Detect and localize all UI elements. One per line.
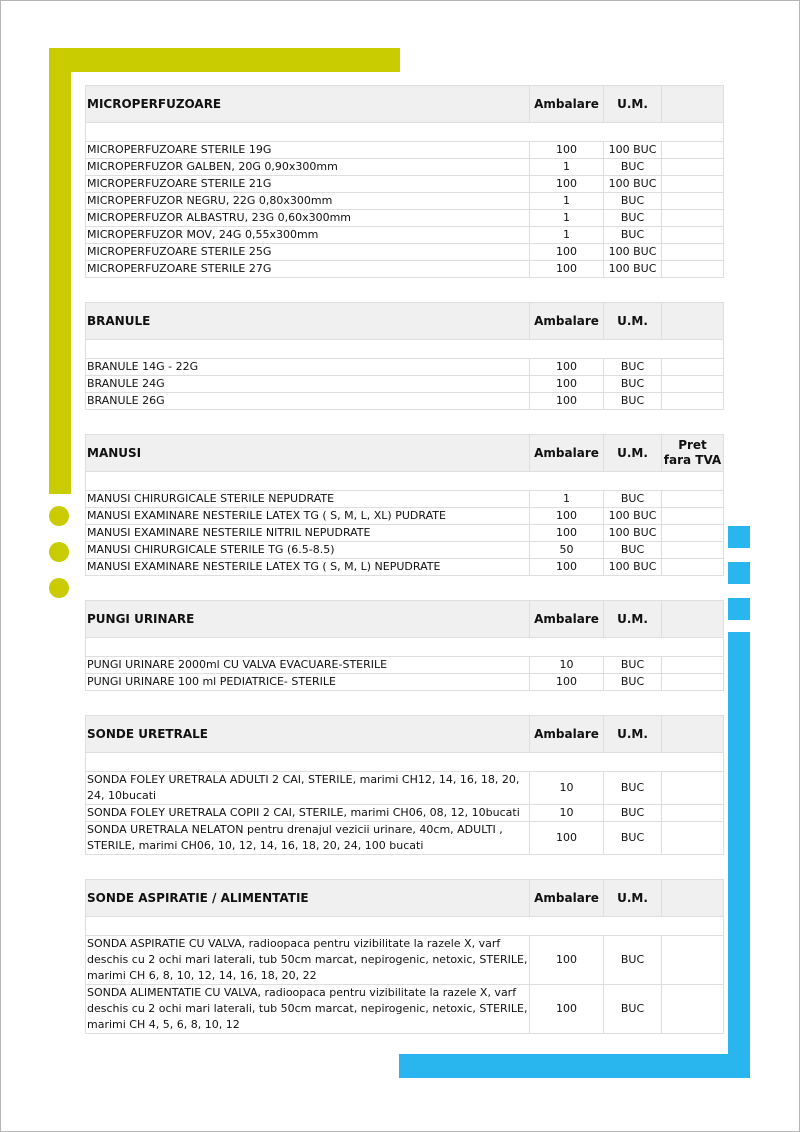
section-header-row [86, 880, 724, 917]
product-name: PUNGI URINARE 100 ml PEDIATRICE- STERILE [86, 674, 530, 691]
table-row [86, 376, 724, 393]
pret-value [662, 936, 724, 985]
table-row [86, 772, 724, 805]
column-pret-header [662, 601, 724, 638]
pret-value [662, 542, 724, 559]
ambalare-value: 1 [530, 159, 604, 176]
table-row [86, 393, 724, 410]
table-row [86, 176, 724, 193]
section-table [85, 879, 724, 1034]
blue-square-1 [728, 526, 750, 548]
column-pret-header [662, 86, 724, 123]
pret-value [662, 376, 724, 393]
column-ambalare-header: Ambalare [530, 303, 604, 340]
column-ambalare-header: Ambalare [530, 716, 604, 753]
um-value: BUC [604, 657, 662, 674]
product-name: PUNGI URINARE 2000ml CU VALVA EVACUARE-STERILE [86, 657, 530, 674]
product-name: BRANULE 24G [86, 376, 530, 393]
ambalare-value: 1 [530, 227, 604, 244]
table-row [86, 227, 724, 244]
table-row [86, 193, 724, 210]
ambalare-value: 1 [530, 210, 604, 227]
column-um-header: U.M. [604, 435, 662, 472]
section-header-row [86, 435, 724, 472]
um-value: 100 BUC [604, 559, 662, 576]
ambalare-value: 100 [530, 393, 604, 410]
um-value: 100 BUC [604, 508, 662, 525]
section-title: MICROPERFUZOARE [86, 86, 530, 123]
ambalare-value: 100 [530, 142, 604, 159]
product-name: SONDA FOLEY URETRALA COPII 2 CAI, STERILE, marimi CH06, 08, 12, 10bucati [86, 805, 530, 822]
table-row [86, 674, 724, 691]
table-row [86, 359, 724, 376]
pret-value [662, 559, 724, 576]
table-row [86, 657, 724, 674]
ambalare-value: 100 [530, 244, 604, 261]
section-table [85, 600, 724, 691]
product-name: BRANULE 26G [86, 393, 530, 410]
table-row [86, 542, 724, 559]
um-value: BUC [604, 772, 662, 805]
section-table [85, 302, 724, 410]
spacer-cell [86, 123, 724, 142]
yellow-frame-left [49, 48, 71, 494]
pret-value [662, 674, 724, 691]
blue-square-3 [728, 598, 750, 620]
spacer-cell [86, 753, 724, 772]
column-pret-header [662, 880, 724, 917]
column-ambalare-header: Ambalare [530, 86, 604, 123]
table-row [86, 559, 724, 576]
section-header-row [86, 601, 724, 638]
section-table [85, 85, 724, 278]
um-value: BUC [604, 159, 662, 176]
ambalare-value: 100 [530, 559, 604, 576]
ambalare-value: 10 [530, 772, 604, 805]
ambalare-value: 100 [530, 936, 604, 985]
ambalare-value: 1 [530, 193, 604, 210]
pret-value [662, 657, 724, 674]
pret-value [662, 805, 724, 822]
ambalare-value: 50 [530, 542, 604, 559]
product-name: MICROPERFUZOARE STERILE 27G [86, 261, 530, 278]
table-row [86, 936, 724, 985]
um-value: BUC [604, 359, 662, 376]
pret-value [662, 159, 724, 176]
pret-value [662, 227, 724, 244]
product-name: SONDA ALIMENTATIE CU VALVA, radioopaca pentru vizibilitate la razele X, varf deschis cu 2 ochi mari laterali, tub 50cm marcat, nepirogenic, netoxic, STERILE, marimi CH 4, 5, 6, 8, 10, 12 [86, 985, 530, 1034]
pret-value [662, 359, 724, 376]
pret-value [662, 393, 724, 410]
pret-value [662, 210, 724, 227]
column-pret-header: Pret fara TVA [662, 435, 724, 472]
table-row [86, 142, 724, 159]
section-title: SONDE URETRALE [86, 716, 530, 753]
table-row [86, 985, 724, 1034]
column-ambalare-header: Ambalare [530, 435, 604, 472]
product-name: SONDA URETRALA NELATON pentru drenajul vezicii urinare, 40cm, ADULTI , STERILE, marimi CH06, 10, 12, 14, 16, 18, 20, 24, 100 bucati [86, 822, 530, 855]
product-name: MANUSI CHIRURGICALE STERILE NEPUDRATE [86, 491, 530, 508]
table-row [86, 491, 724, 508]
table-row [86, 822, 724, 855]
ambalare-value: 10 [530, 657, 604, 674]
product-name: MICROPERFUZOARE STERILE 21G [86, 176, 530, 193]
column-pret-header [662, 716, 724, 753]
spacer-row [86, 638, 724, 657]
um-value: 100 BUC [604, 142, 662, 159]
product-name: MICROPERFUZOR MOV, 24G 0,55x300mm [86, 227, 530, 244]
section-table [85, 434, 724, 576]
ambalare-value: 100 [530, 359, 604, 376]
ambalare-value: 100 [530, 525, 604, 542]
pret-value [662, 491, 724, 508]
um-value: BUC [604, 985, 662, 1034]
yellow-dot-2 [49, 542, 69, 562]
blue-frame-right [728, 632, 750, 1078]
spacer-cell [86, 340, 724, 359]
pret-value [662, 508, 724, 525]
column-um-header: U.M. [604, 303, 662, 340]
um-value: BUC [604, 227, 662, 244]
ambalare-value: 100 [530, 508, 604, 525]
price-list [85, 85, 722, 1058]
spacer-row [86, 123, 724, 142]
ambalare-value: 1 [530, 491, 604, 508]
pret-value [662, 772, 724, 805]
um-value: BUC [604, 210, 662, 227]
section-header-row [86, 716, 724, 753]
column-um-header: U.M. [604, 601, 662, 638]
section-title: PUNGI URINARE [86, 601, 530, 638]
yellow-dot-1 [49, 506, 69, 526]
product-name: MICROPERFUZOR GALBEN, 20G 0,90x300mm [86, 159, 530, 176]
section-header-row [86, 303, 724, 340]
pret-value [662, 244, 724, 261]
spacer-cell [86, 917, 724, 936]
table-row [86, 244, 724, 261]
column-um-header: U.M. [604, 880, 662, 917]
ambalare-value: 100 [530, 985, 604, 1034]
um-value: BUC [604, 376, 662, 393]
column-ambalare-header: Ambalare [530, 601, 604, 638]
product-name: MICROPERFUZOARE STERILE 19G [86, 142, 530, 159]
um-value: BUC [604, 805, 662, 822]
product-name: MANUSI EXAMINARE NESTERILE LATEX TG ( S, M, L, XL) PUDRATE [86, 508, 530, 525]
um-value: BUC [604, 491, 662, 508]
column-ambalare-header: Ambalare [530, 880, 604, 917]
ambalare-value: 100 [530, 261, 604, 278]
um-value: BUC [604, 542, 662, 559]
spacer-row [86, 753, 724, 772]
product-name: MANUSI EXAMINARE NESTERILE NITRIL NEPUDRATE [86, 525, 530, 542]
pret-value [662, 176, 724, 193]
product-name: SONDA ASPIRATIE CU VALVA, radioopaca pentru vizibilitate la razele X, varf deschis cu 2 ochi mari laterali, tub 50cm marcat, nepirogenic, netoxic, STERILE, marimi CH 6, 8, 10, 12, 14, 16, 18, 20, 22 [86, 936, 530, 985]
table-row [86, 805, 724, 822]
pret-value [662, 985, 724, 1034]
pret-value [662, 822, 724, 855]
um-value: 100 BUC [604, 261, 662, 278]
spacer-row [86, 340, 724, 359]
table-row [86, 261, 724, 278]
section-header-row [86, 86, 724, 123]
pret-value [662, 193, 724, 210]
blue-square-2 [728, 562, 750, 584]
pret-value [662, 525, 724, 542]
section-title: MANUSI [86, 435, 530, 472]
yellow-frame-top [49, 48, 400, 72]
section-title: SONDE ASPIRATIE / ALIMENTATIE [86, 880, 530, 917]
product-name: MICROPERFUZOARE STERILE 25G [86, 244, 530, 261]
pret-value [662, 142, 724, 159]
ambalare-value: 100 [530, 376, 604, 393]
ambalare-value: 100 [530, 176, 604, 193]
column-um-header: U.M. [604, 716, 662, 753]
ambalare-value: 10 [530, 805, 604, 822]
spacer-row [86, 917, 724, 936]
yellow-dot-3 [49, 578, 69, 598]
product-name: MANUSI EXAMINARE NESTERILE LATEX TG ( S, M, L) NEPUDRATE [86, 559, 530, 576]
table-row [86, 525, 724, 542]
column-um-header: U.M. [604, 86, 662, 123]
table-row [86, 210, 724, 227]
table-row [86, 508, 724, 525]
spacer-cell [86, 638, 724, 657]
product-name: BRANULE 14G - 22G [86, 359, 530, 376]
product-name: MICROPERFUZOR NEGRU, 22G 0,80x300mm [86, 193, 530, 210]
um-value: 100 BUC [604, 244, 662, 261]
um-value: BUC [604, 393, 662, 410]
product-name: MICROPERFUZOR ALBASTRU, 23G 0,60x300mm [86, 210, 530, 227]
ambalare-value: 100 [530, 674, 604, 691]
um-value: BUC [604, 674, 662, 691]
um-value: 100 BUC [604, 176, 662, 193]
um-value: BUC [604, 822, 662, 855]
section-table [85, 715, 724, 855]
ambalare-value: 100 [530, 822, 604, 855]
spacer-row [86, 472, 724, 491]
um-value: BUC [604, 193, 662, 210]
column-pret-header [662, 303, 724, 340]
um-value: 100 BUC [604, 525, 662, 542]
um-value: BUC [604, 936, 662, 985]
spacer-cell [86, 472, 724, 491]
product-name: SONDA FOLEY URETRALA ADULTI 2 CAI, STERILE, marimi CH12, 14, 16, 18, 20, 24, 10bucati [86, 772, 530, 805]
product-name: MANUSI CHIRURGICALE STERILE TG (6.5-8.5) [86, 542, 530, 559]
section-title: BRANULE [86, 303, 530, 340]
pret-value [662, 261, 724, 278]
table-row [86, 159, 724, 176]
